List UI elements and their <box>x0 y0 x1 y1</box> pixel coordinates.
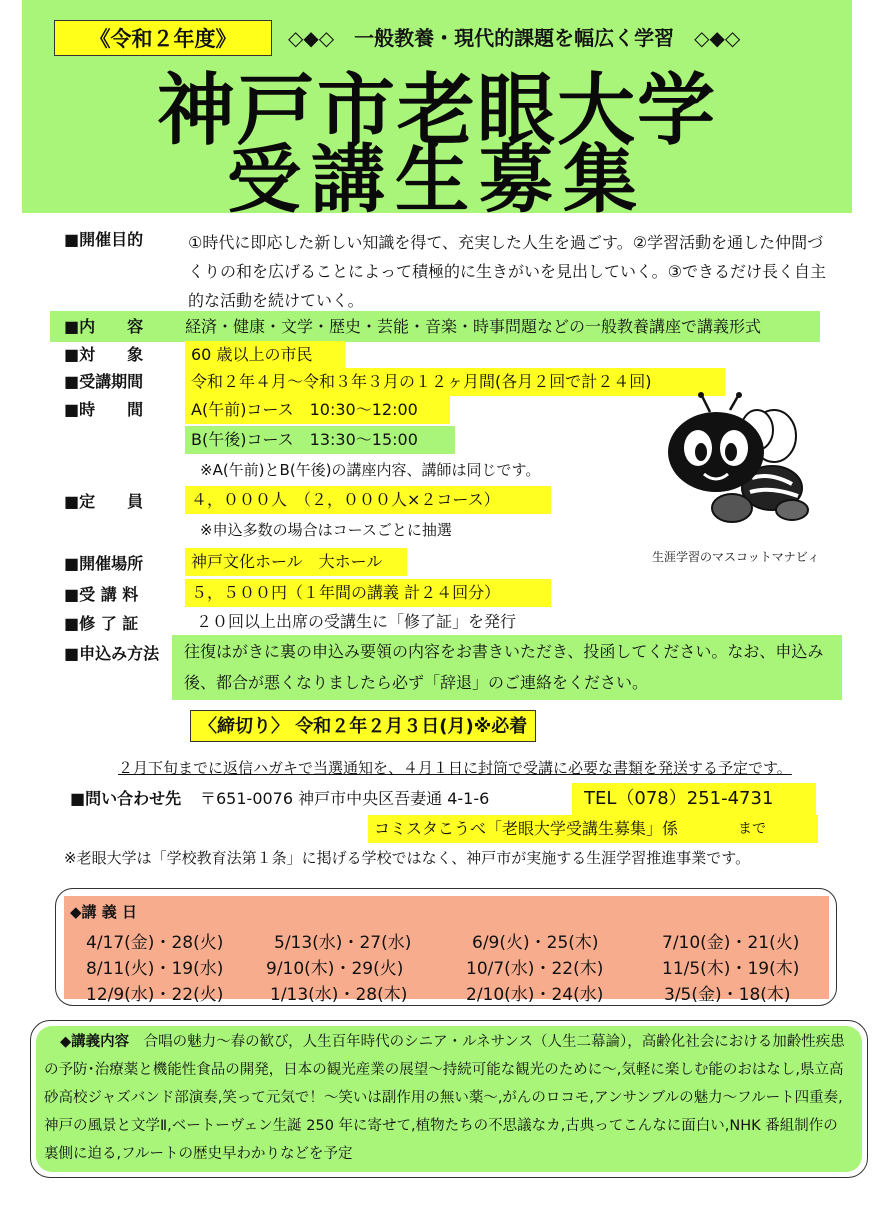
capacity-label: ■定 員 <box>64 492 144 511</box>
contact-tel: TEL（078）251-4731 <box>572 783 816 815</box>
contact-org: コミスタこうべ「老眼大学受講生募集」係 <box>368 815 818 843</box>
apply-label: ■申込み方法 <box>64 644 160 663</box>
target-text: 60 歳以上の市民 <box>185 341 345 369</box>
lecture-date: 6/9(火)・25(木) <box>472 933 599 953</box>
certificate-label: ■修 了 証 <box>64 614 139 633</box>
lecture-date: 9/10(木)・29(火) <box>266 959 404 979</box>
lecture-contents-body: 合唱の魅力～春の歓び，人生百年時代のシニア・ルネサンス（人生二幕論），高齢化社会における加齢性疾患の予防･治療薬と機能性食品の開発，日本の観光産業の展望～持続可能な観光のために～,気軽に楽しむ能のおはなし,県立高砂高校ジャズバンド部演奏,笑って元気で！～笑いは副作用の無い薬～,がんのロコモ,アンサンブルの魅力～フルート四重奏,神戸の風景と文学Ⅱ,ベートーヴェン生誕 250 年に寄せて,植物たちの不思議なカ,古典ってこんなに面白い,NHK 番組制作の裏側に迫る,フルートの歴史早わかりなどを予定 <box>44 1034 845 1162</box>
page-subtitle: 受講生募集 <box>227 137 647 223</box>
lecture-date: 8/11(火)・19(水) <box>86 959 224 979</box>
time-label: ■時 間 <box>64 400 144 419</box>
notice-text: ２月下旬までに返信ハガキで当選通知を、４月１日に封筒で受講に必要な書類を発送する予定です。 <box>118 759 792 777</box>
capacity-text: ４，０００人 （２，０００人×２コース） <box>185 486 551 514</box>
contact-label: ■問い合わせ先 <box>70 789 182 808</box>
contact-address: 〒651-0076 神戸市中央区吾妻通 4-1-6 <box>200 789 490 808</box>
lecture-dates-title: ◆講 義 日 <box>70 903 137 921</box>
lecture-contents-lead: ◆講義内容 <box>60 1034 130 1050</box>
contact-suffix: まで <box>738 821 766 837</box>
lecture-date: 11/5(木)・19(木) <box>662 959 800 979</box>
certificate-text: ２０回以上出席の受講生に「修了証」を発行 <box>196 612 517 631</box>
time-note: ※A(午前)とB(午後)の講座内容、講師は同じです。 <box>200 461 541 479</box>
venue-text: 神戸文化ホール 大ホール <box>185 548 407 576</box>
page-title: 神戸市老眼大学 <box>156 66 717 156</box>
purpose-label: ■開催目的 <box>64 230 144 249</box>
lecture-date: 3/5(金)・18(木) <box>664 985 791 1005</box>
course-a-time: A(午前)コース 10:30～12:00 <box>185 396 450 424</box>
target-label: ■対 象 <box>64 345 144 364</box>
lecture-date: 4/17(金)・28(火) <box>86 933 224 953</box>
mascot-bee-illustration <box>652 392 822 542</box>
tagline: ◇◆◇ 一般教養・現代的課題を幅広く学習 ◇◆◇ <box>288 26 741 50</box>
deadline-badge: 〈締切り〉 令和２年２月３日(月)※必着 <box>190 710 536 742</box>
course-b-time: B(午後)コース 13:30～15:00 <box>185 426 455 454</box>
mascot-caption: 生涯学習のマスコットマナビィ <box>652 550 820 564</box>
legal-note: ※老眼大学は「学校教育法第１条」に掲げる学校ではなく、神戸市が実施する生涯学習推進事業です。 <box>64 849 751 867</box>
lecture-date: 2/10(水)・24(水) <box>466 985 604 1005</box>
lecture-date: 1/13(水)・28(木) <box>270 985 408 1005</box>
purpose-text: ①時代に即応した新しい知識を得て、充実した人生を過ごす。②学習活動を通した仲間づくりの和を広げることによって積極的に生きがいを見出していく。③できるだけ長く自主的な活動を続けていく。 <box>188 233 827 310</box>
fee-label: ■受 講 料 <box>64 585 139 604</box>
fee-text: ５，５００円（１年間の講義 計２４回分） <box>185 579 551 607</box>
capacity-note: ※申込多数の場合はコースごとに抽選 <box>200 521 452 539</box>
lecture-date: 7/10(金)・21(火) <box>662 933 800 953</box>
year-badge: 《令和２年度》 <box>54 20 272 56</box>
period-label: ■受講期間 <box>64 372 144 391</box>
lecture-date: 5/13(水)・27(水) <box>274 933 412 953</box>
period-text: 令和２年４月～令和３年３月の１２ヶ月間(各月２回で計２４回) <box>185 368 725 396</box>
lecture-contents-text <box>44 1028 850 1168</box>
lecture-date: 12/9(水)・22(火) <box>86 985 224 1005</box>
content-label: ■内 容 <box>64 317 144 336</box>
apply-text: 往復はがきに裏の申込み要領の内容をお書きいただき、投函してください。なお、申込み後、都合が悪くなりましたら必ず「辞退」のご連絡をください。 <box>184 642 824 692</box>
lecture-date: 10/7(水)・22(木) <box>466 959 604 979</box>
venue-label: ■開催場所 <box>64 554 144 573</box>
content-text: 経済・健康・文学・歴史・芸能・音楽・時事問題などの一般教養講座で講義形式 <box>185 317 762 336</box>
